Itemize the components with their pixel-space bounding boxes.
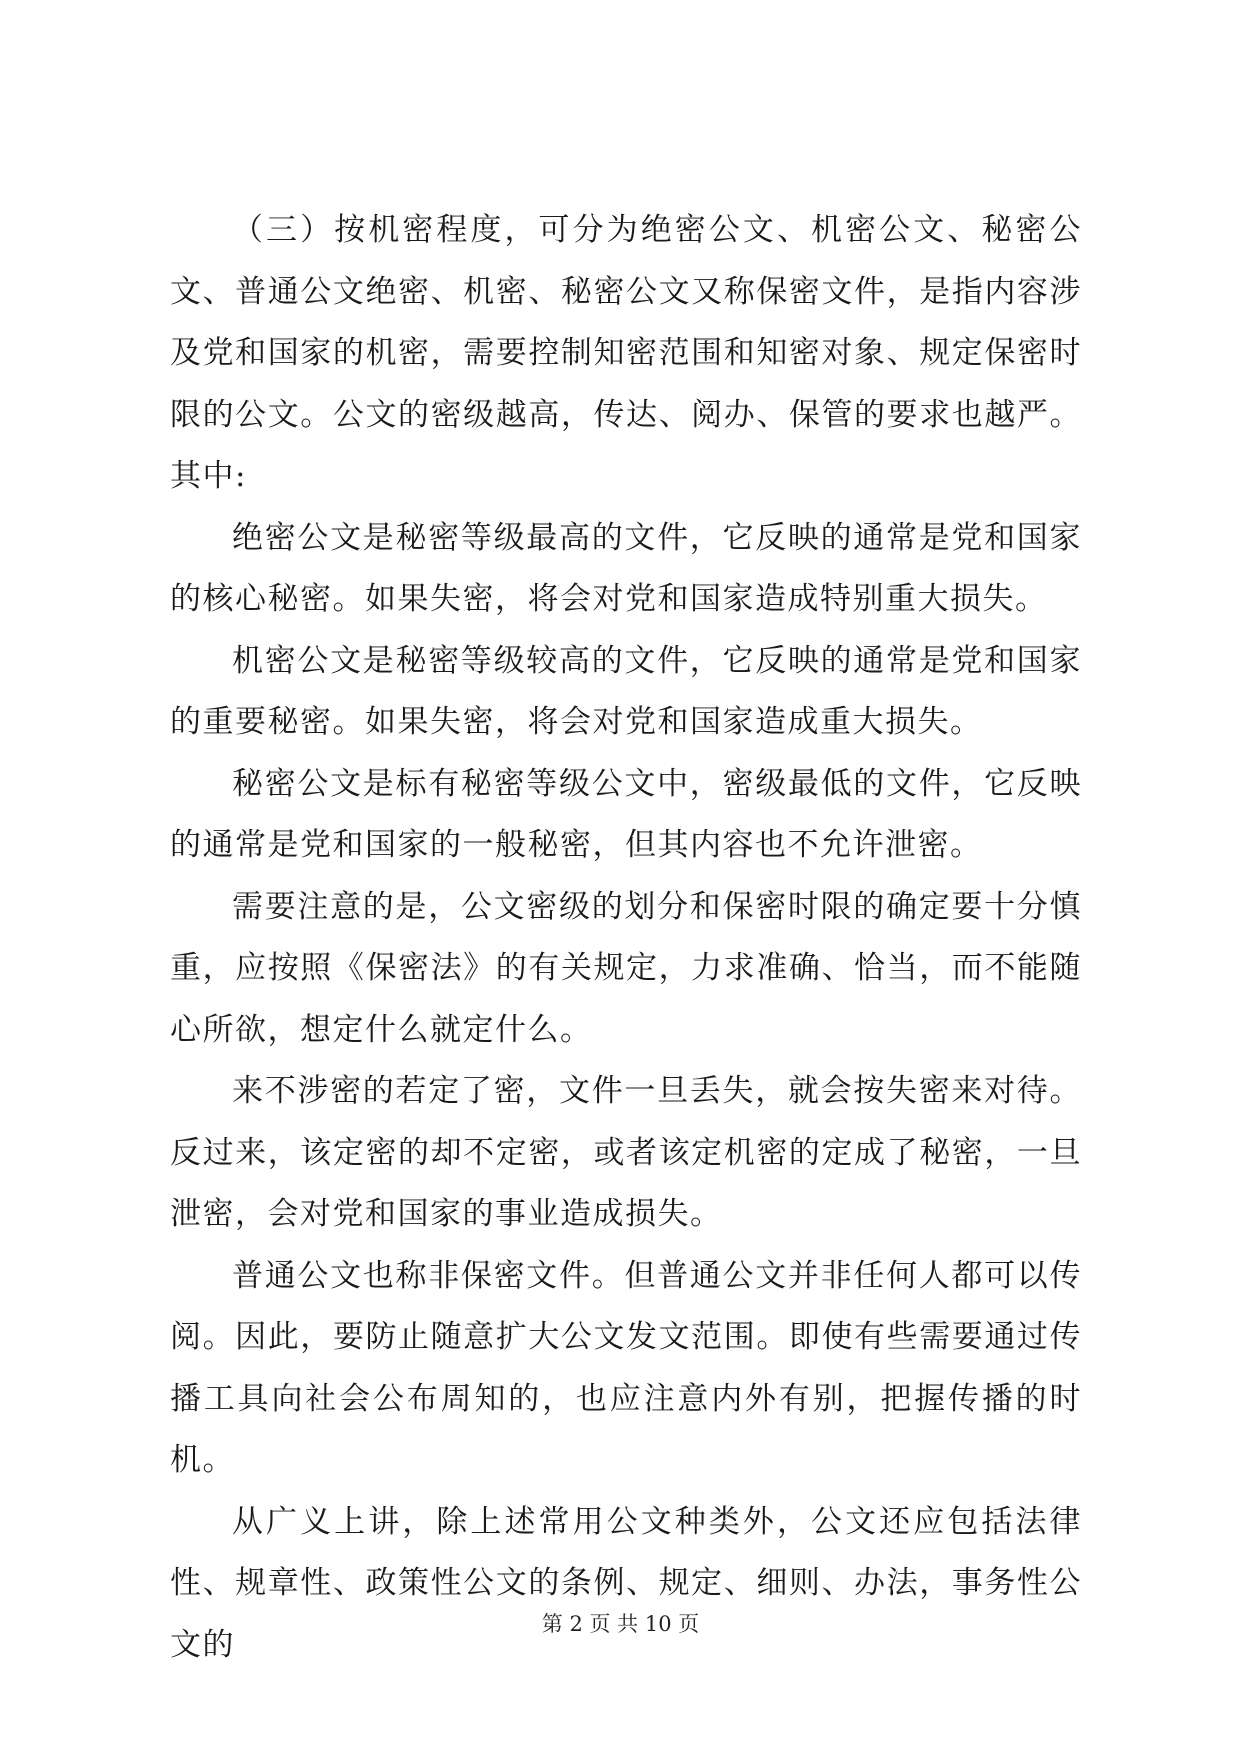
paragraph-secret: 机密公文是秘密等级较高的文件，它反映的通常是党和国家的重要秘密。如果失密，将会对党和国家造成重大损失。	[170, 642, 1082, 740]
paragraph-ordinary-documents: 普通公文也称非保密文件。但普通公文并非任何人都可以传阅。因此，要防止随意扩大公文发文范围。即使有些需要通过传播工具向社会公布周知的，也应注意内外有别，把握传播的时机。	[170, 1257, 1082, 1478]
paragraph-broad-sense: 从广义上讲，除上述常用公文种类外，公文还应包括法律性、规章性、政策性公文的条例、规定、细则、办法，事务性公文的	[170, 1503, 1082, 1663]
document-body	[170, 200, 1082, 1676]
page-number-footer: 第 2 页 共 10 页	[541, 1612, 700, 1636]
paragraph-classification-intro: （三）按机密程度，可分为绝密公文、机密公文、秘密公文、普通公文绝密、机密、秘密公文又称保密文件，是指内容涉及党和国家的机密，需要控制知密范围和知密对象、规定保密时限的公文。公文的密级越高，传达、阅办、保管的要求也越严。其中:	[170, 212, 1082, 494]
paragraph-top-secret: 绝密公文是秘密等级最高的文件，它反映的通常是党和国家的核心秘密。如果失密，将会对党和国家造成特别重大损失。	[170, 519, 1082, 617]
paragraph-caution: 需要注意的是，公文密级的划分和保密时限的确定要十分慎重，应按照《保密法》的有关规定，力求准确、恰当，而不能随心所欲，想定什么就定什么。	[170, 888, 1082, 1048]
paragraph-misclassification: 来不涉密的若定了密，文件一旦丢失，就会按失密来对待。反过来，该定密的却不定密，或者该定机密的定成了秘密，一旦泄密，会对党和国家的事业造成损失。	[170, 1073, 1082, 1232]
paragraph-confidential: 秘密公文是标有秘密等级公文中，密级最低的文件，它反映的通常是党和国家的一般秘密，但其内容也不允许泄密。	[170, 765, 1082, 863]
